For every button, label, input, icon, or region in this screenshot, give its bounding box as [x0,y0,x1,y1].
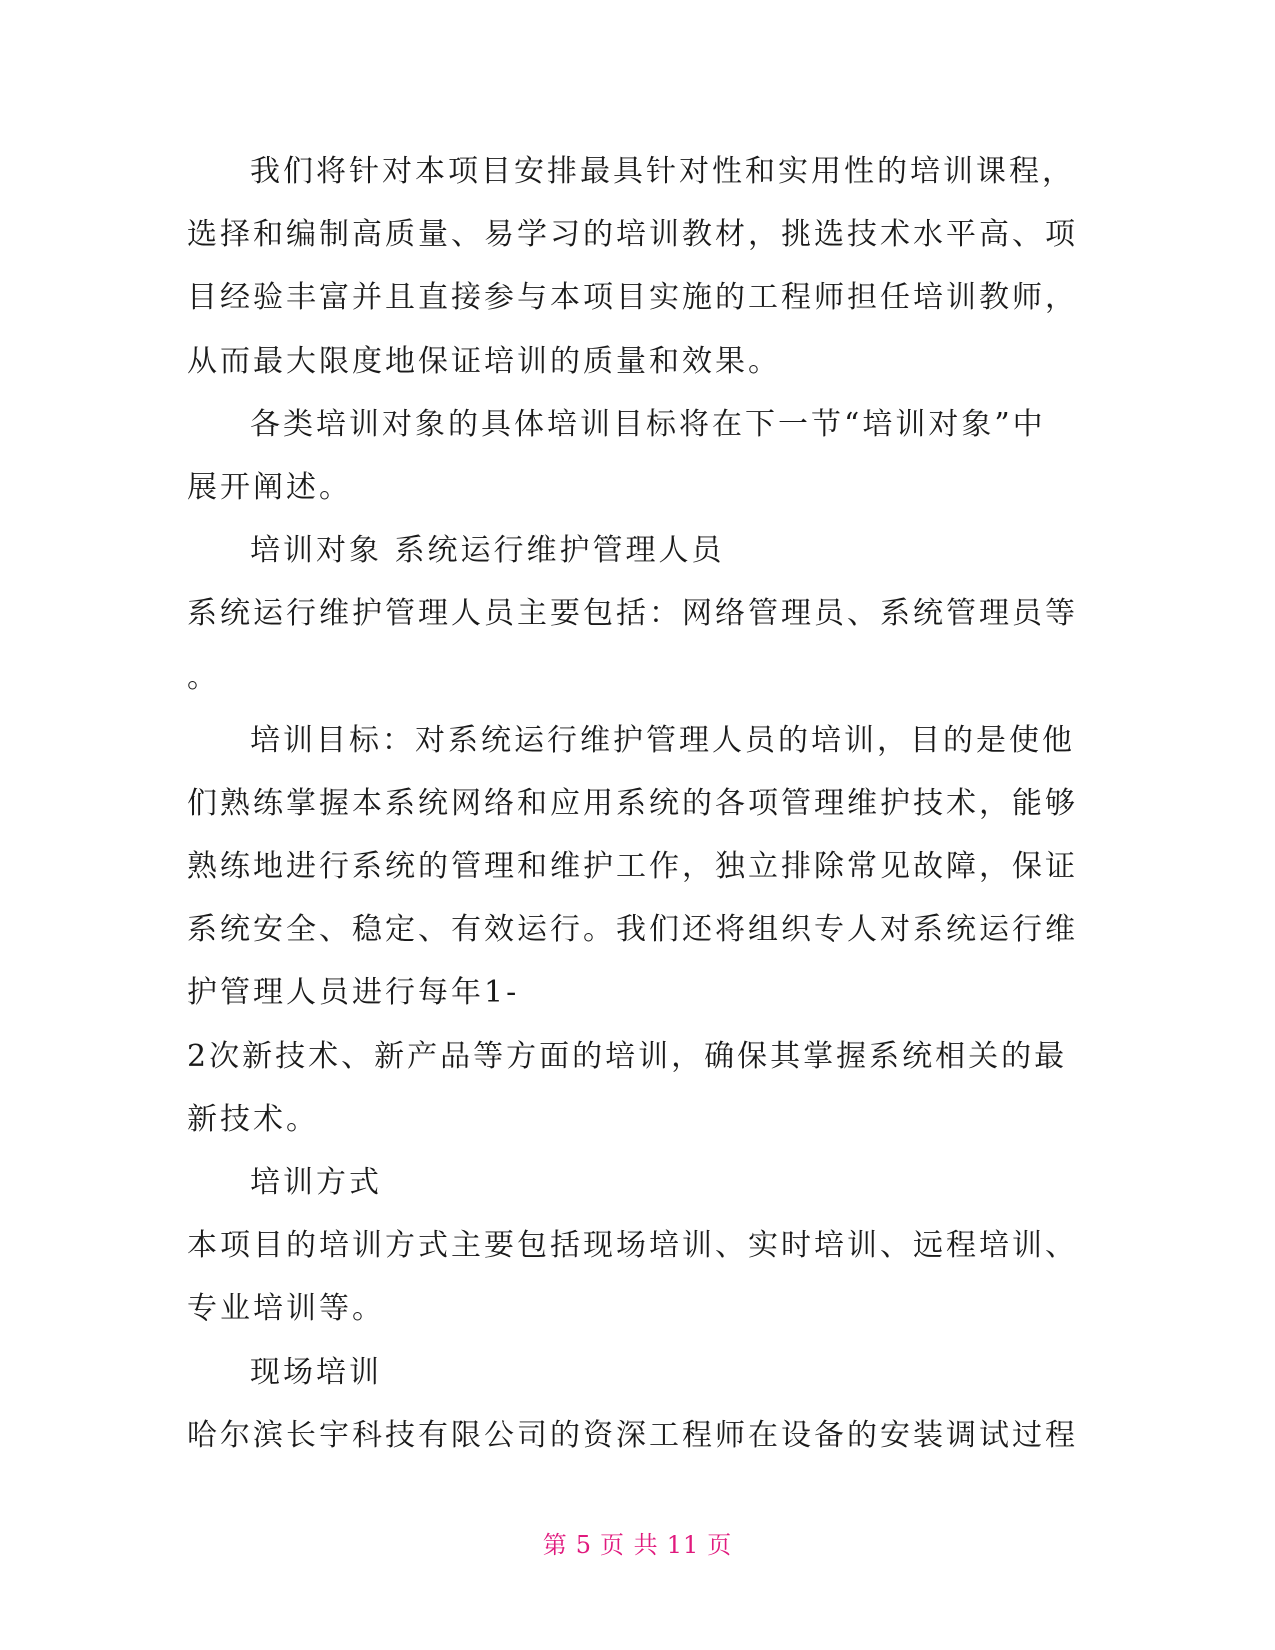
paragraph-line: 系统运行维护管理人员主要包括：网络管理员、系统管理员等 [187,596,1078,632]
footer-prefix: 第 [542,1531,568,1559]
paragraph-line: 2次新技术、新产品等方面的培训，确保其掌握系统相关的最 [187,1038,1068,1074]
paragraph-line: 展开阐述。 [187,469,352,505]
paragraph-line: 本项目的培训方式主要包括现场培训、实时培训、远程培训、 [187,1228,1078,1264]
paragraph-line: 我们将针对本项目安排最具针对性和实用性的培训课程， [250,154,1075,189]
paragraph-line: 专业培训等。 [187,1291,385,1327]
paragraph-line: 培训目标：对系统运行维护管理人员的培训，目的是使他 [250,722,1075,758]
paragraph-line: 哈尔滨长宇科技有限公司的资深工程师在设备的安装调试过程 [187,1417,1078,1453]
paragraph-line: 目经验丰富并且直接参与本项目实施的工程师担任培训教师， [187,280,1078,316]
paragraph-line: 新技术。 [187,1101,319,1137]
paragraph-line: 。 [187,659,220,695]
footer-suffix: 页 [707,1531,733,1559]
paragraph-line: 各类培训对象的具体培训目标将在下一节“培训对象”中 [250,406,1046,442]
paragraph-line: 选择和编制高质量、易学习的培训教材，挑选技术水平高、项 [187,217,1078,253]
body-text [187,140,1087,1467]
paragraph-line: 们熟练掌握本系统网络和应用系统的各项管理维护技术，能够 [187,785,1078,821]
section-heading: 培训方式 [250,1165,382,1200]
footer-middle: 页 共 [600,1531,659,1559]
footer-page-number: 5 [575,1531,593,1559]
section-heading: 现场培训 [250,1354,382,1390]
paragraph-line: 从而最大限度地保证培训的质量和效果。 [187,343,781,379]
paragraph-line: 熟练地进行系统的管理和维护工作，独立排除常见故障，保证 [187,849,1078,885]
section-heading: 培训对象 系统运行维护管理人员 [250,533,725,569]
page-footer [0,1525,1275,1560]
paragraph-line: 系统安全、稳定、有效运行。我们还将组织专人对系统运行维 [187,912,1078,948]
paragraph-line: 护管理人员进行每年1- [187,975,520,1011]
footer-total-pages: 11 [666,1531,700,1559]
